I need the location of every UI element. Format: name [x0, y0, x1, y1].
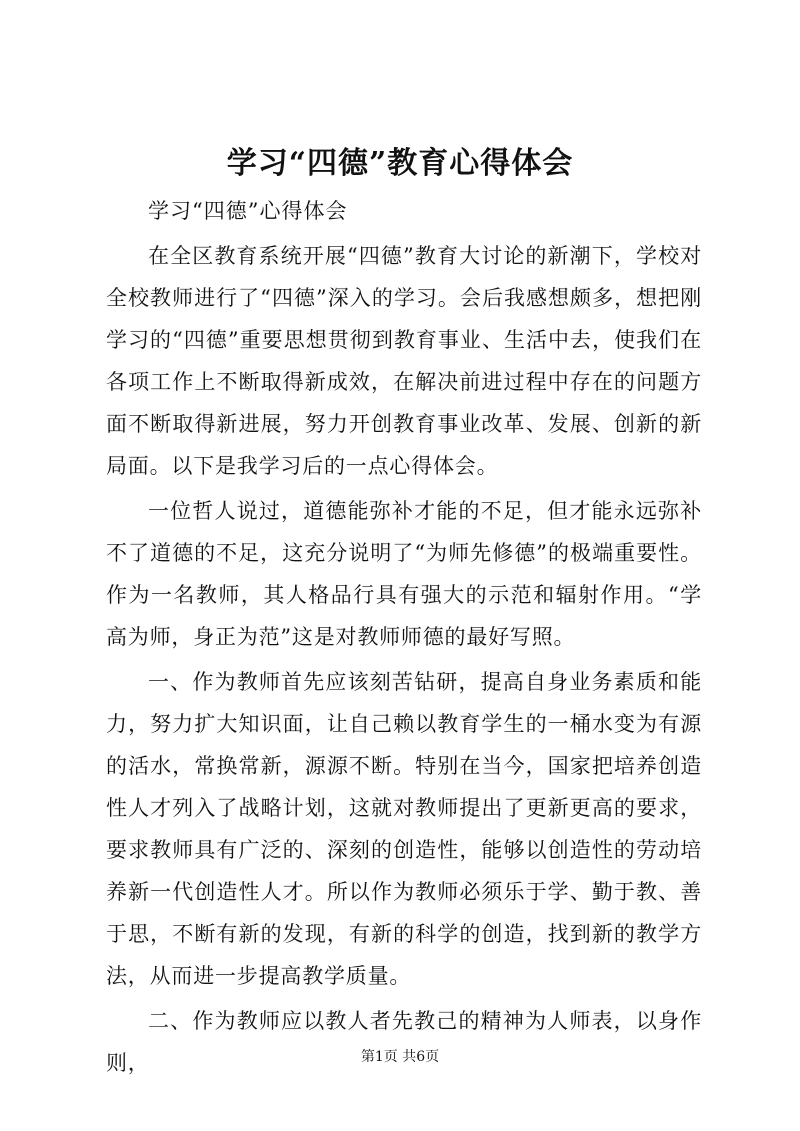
document-body [106, 190, 702, 1084]
page-footer: 第1页 共6页 [360, 1049, 440, 1065]
body-paragraph: 一位哲人说过，道德能弥补才能的不足，但才能永远弥补不了道德的不足，这充分说明了“为师先修德”的极端重要性。作为一名教师，其人格品行具有强大的示范和辐射作用。“学高为师，身正为范”这是对教师师德的最好写照。 [106, 499, 702, 649]
subtitle-paragraph: 学习“四德”心得体会 [148, 199, 348, 223]
body-paragraph: 一、作为教师首先应该刻苦钻研，提高自身业务素质和能力，努力扩大知识面，让自己赖以教育学生的一桶水变为有源的活水，常换常新，源源不断。特别在当今，国家把培养创造性人才列入了战略计划，这就对教师提出了更新更高的要求，要求教师具有广泛的、深刻的创造性，能够以创造性的劳动培养新一代创造性人才。所以作为教师必须乐于学、勤于教、善于思，不断有新的发现，有新的科学的创造，找到新的教学方法，从而进一步提高教学质量。 [106, 670, 702, 988]
body-paragraph: 在全区教育系统开展“四德”教育大讨论的新潮下，学校对全校教师进行了“四德”深入的学习。会后我感想颇多，想把刚学习的“四德”重要思想贯彻到教育事业、生活中去，使我们在各项工作上不断取得新成效，在解决前进过程中存在的问题方面不断取得新进展，努力开创教育事业改革、发展、创新的新局面。以下是我学习后的一点心得体会。 [106, 244, 702, 478]
page-title: 学习“四德”教育心得体会 [226, 146, 574, 181]
body-paragraph: 二、作为教师应以教人者先教己的精神为人师表，以身作则， [106, 1009, 702, 1075]
